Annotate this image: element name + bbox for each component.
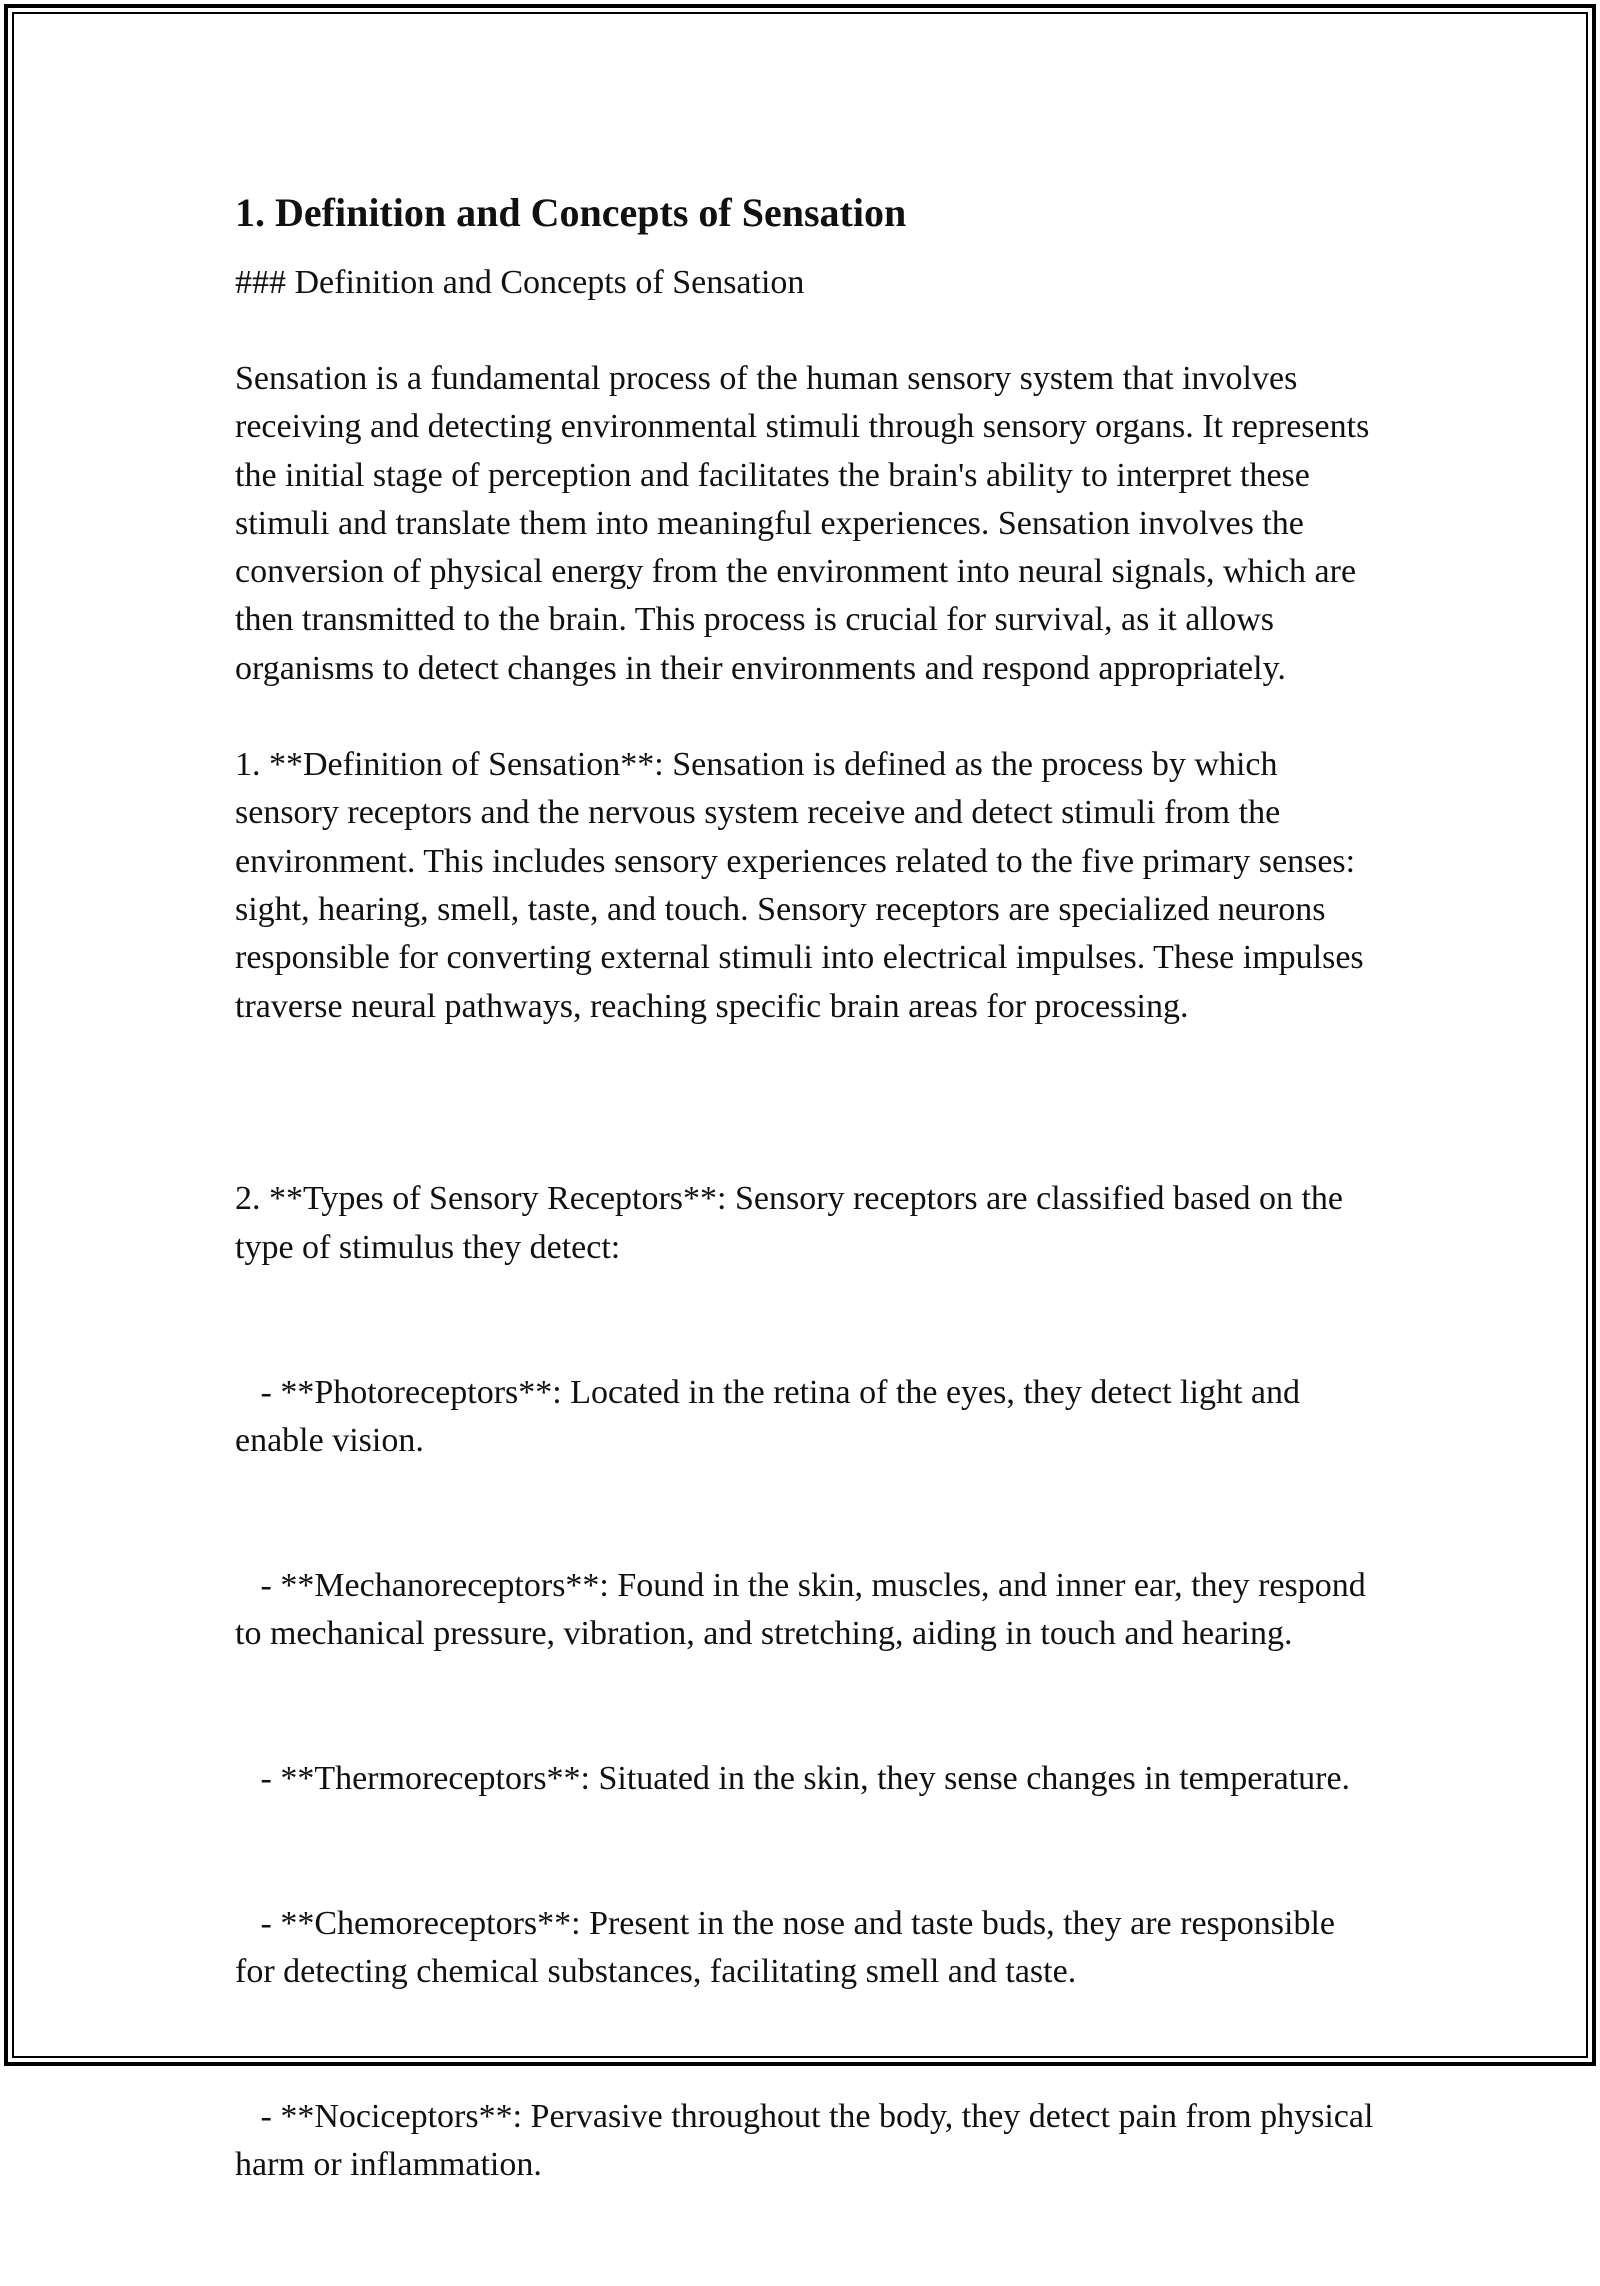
bullet-photoreceptors: - **Photoreceptors**: Located in the retina of the eyes, they detect light and enable vision. [235, 1373, 1309, 1459]
bullet-mechanoreceptors: - **Mechanoreceptors**: Found in the skin, muscles, and inner ear, they respond to mechanical pressure, vibration, and stretching, aiding in touch and hearing. [235, 1566, 1375, 1653]
item-definition-of-sensation: 1. **Definition of Sensation**: Sensation is defined as the process by which sensory receptors and the nervous system receive and detect stimuli from the environment. This includes sensory experiences related to the five primary senses: sight, hearing, smell, taste, and touch. Sensory receptors are specialized neurons responsible for converting external stimuli into electrical impulses. These impulses traverse neural pathways, reaching specific brain areas for processing. [235, 746, 1373, 1025]
document-title: 1. Definition and Concepts of Sensation [235, 190, 907, 235]
bullet-thermoreceptors: - **Thermoreceptors**: Situated in the skin, they sense changes in temperature. [235, 1760, 1351, 1798]
types-intro: 2. **Types of Sensory Receptors**: Sensory receptors are classified based on the type of stimulus they detect: [235, 1180, 1352, 1266]
bullet-nociceptors: - **Nociceptors**: Pervasive throughout the body, they detect pain from physical harm or inflammation. [235, 2098, 1382, 2184]
intro-paragraph: Sensation is a fundamental process of the human sensory system that involves receiving and detecting environmental stimuli through sensory organs. It represents the initial stage of perception and facilitates the brain's ability to interpret these stimuli and translate them into meaningful experiences. Sensation involves the conversion of physical energy from the environment into neural signals, which are then transmitted to the brain. This process is crucial for survival, as it allows organisms to detect changes in their environments and respond appropriately. [235, 360, 1378, 687]
item-types-of-sensory-receptors [235, 1079, 1382, 2286]
document-body [235, 185, 1382, 2286]
bullet-chemoreceptors: - **Chemoreceptors**: Present in the nose and taste buds, they are responsible for detecting chemical substances, facilitating smell and taste. [235, 1904, 1344, 1991]
markdown-heading-line: ### Definition and Concepts of Sensation [235, 264, 805, 301]
